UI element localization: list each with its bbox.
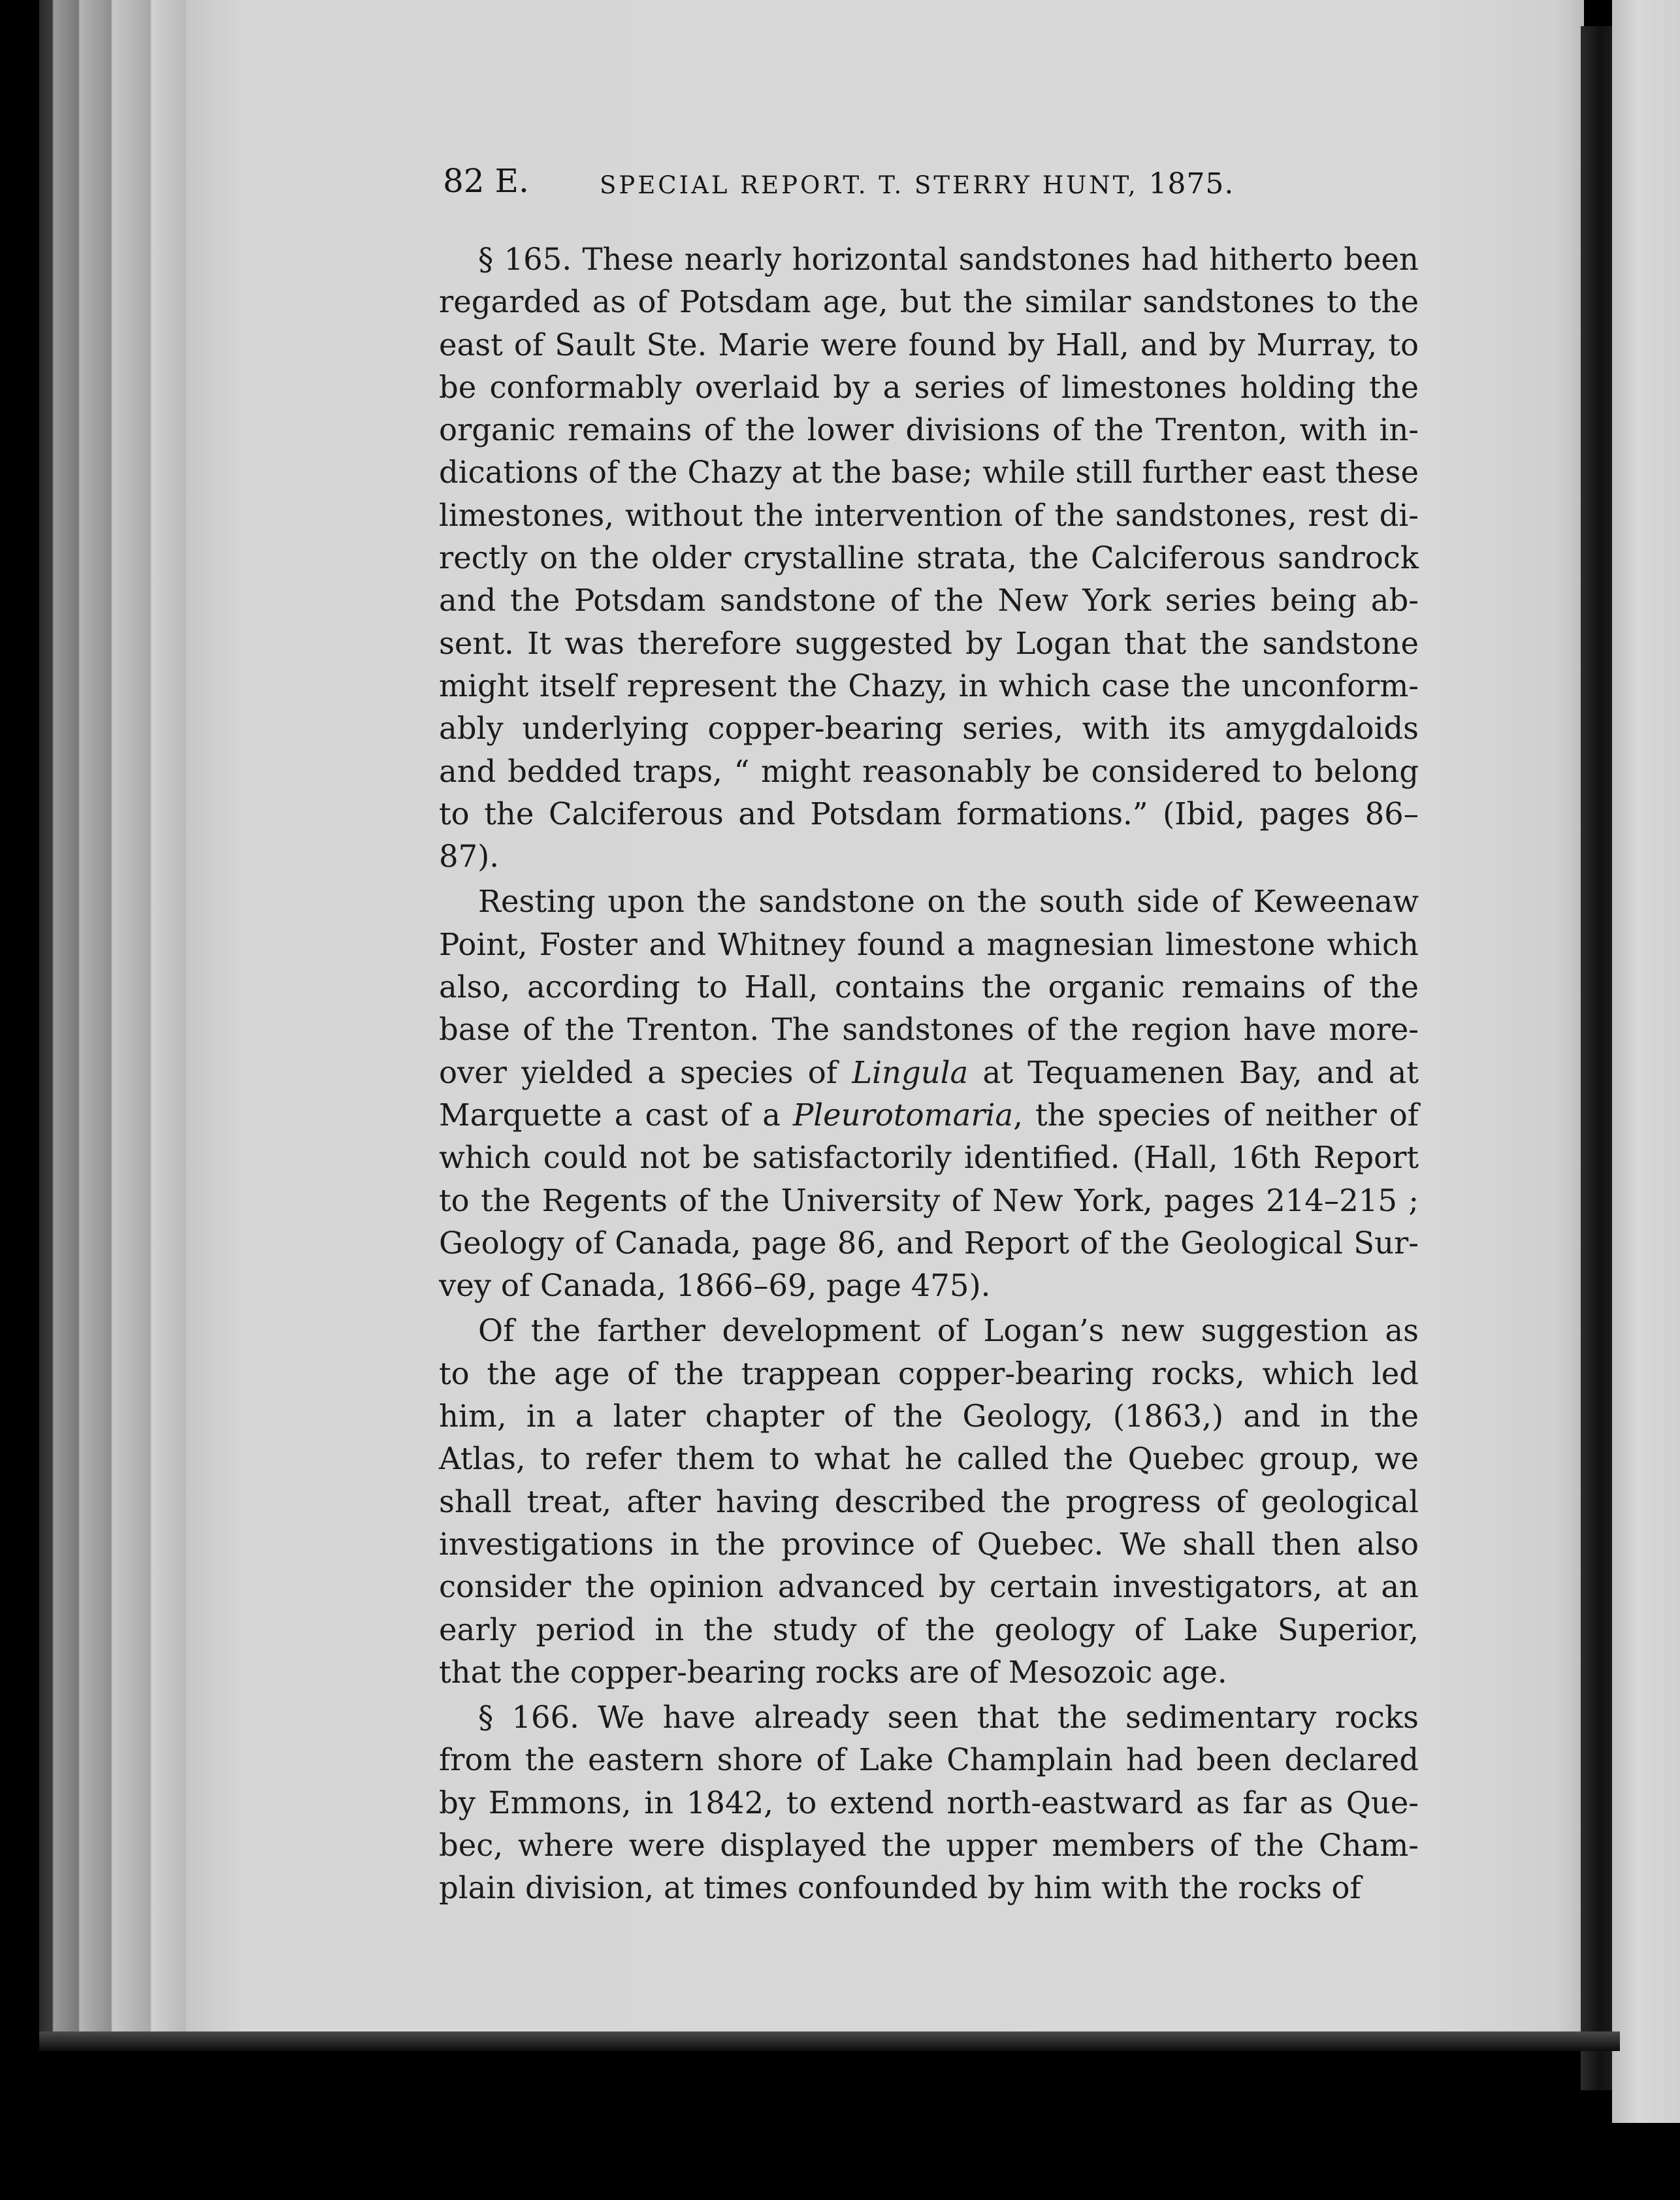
text-line: Marquette a cast of a Pleurotomaria, the species of neither of: [439, 1097, 1419, 1133]
text-line: to the Calciferous and Potsdam formations.” (Ibid, pages 86–: [439, 796, 1419, 832]
text-line: over yielded a species of Lingula at Tequamenen Bay, and at: [439, 1054, 1419, 1090]
text-line: dications of the Chazy at the base; while still further east these: [439, 455, 1419, 491]
text-line: might itself represent the Chazy, in which case the unconform-: [439, 668, 1419, 704]
text-line: consider the opinion advanced by certain investigators, at an: [439, 1569, 1419, 1605]
text-line: plain division, at times confounded by him with the rocks of: [439, 1870, 1361, 1906]
text-line: § 165. These nearly horizontal sandstones had hitherto been: [478, 242, 1419, 277]
text-line: by Emmons, in 1842, to extend north-eastward as far as Que-: [439, 1785, 1419, 1820]
text-line: shall treat, after having described the progress of geological: [439, 1483, 1419, 1519]
text-line: ably underlying copper-bearing series, with its amygdaloids: [439, 711, 1419, 747]
text-line: and bedded traps, “ might reasonably be considered to belong: [439, 753, 1419, 789]
text-line: Atlas, to refer them to what he called the Quebec group, we: [439, 1441, 1419, 1477]
text-line: investigations in the province of Quebec. We shall then also: [439, 1526, 1419, 1562]
text-line: Geology of Canada, page 86, and Report of the Geological Sur-: [439, 1225, 1419, 1261]
text-line: and the Potsdam sandstone of the New York series being ab-: [439, 583, 1419, 619]
text-line: from the eastern shore of Lake Champlain had been declared: [439, 1742, 1419, 1778]
text-line: him, in a later chapter of the Geology, (1863,) and in the: [439, 1399, 1419, 1434]
facing-page-edge: [1612, 0, 1680, 2123]
text-line: east of Sault Ste. Marie were found by Hall, and by Murray, to: [439, 327, 1419, 363]
text-line: organic remains of the lower divisions of the Trenton, with in-: [439, 412, 1419, 448]
text-line: be conformably overlaid by a series of limestones holding the: [439, 369, 1419, 405]
text-line: which could not be satisfactorily identified. (Hall, 16th Report: [439, 1140, 1419, 1176]
running-title-text: SPECIAL REPORT. T. STERRY HUNT,: [600, 171, 1139, 199]
text-line: early period in the study of the geology of Lake Superior,: [439, 1611, 1419, 1647]
running-title: [600, 167, 1234, 201]
text-line: limestones, without the intervention of the sandstones, rest di-: [439, 497, 1419, 533]
book-gutter: [1581, 26, 1612, 2090]
paragraph: [439, 1696, 1419, 1909]
page-block-edges: [39, 0, 189, 2045]
text-line: Resting upon the sandstone on the south side of Keweenaw: [478, 884, 1419, 920]
body-text: [439, 238, 1419, 1910]
running-head: [443, 162, 1292, 208]
text-line: regarded as of Potsdam age, but the similar sandstones to the: [439, 284, 1419, 320]
text-line: base of the Trenton. The sandstones of the region have more-: [439, 1012, 1419, 1048]
text-line: that the copper-bearing rocks are of Mesozoic age.: [439, 1654, 1227, 1690]
running-title-year: 1875.: [1148, 167, 1235, 201]
text-line: § 166. We have already seen that the sedimentary rocks: [478, 1700, 1419, 1736]
text-line: rectly on the older crystalline strata, the Calciferous sandrock: [439, 540, 1419, 576]
text-line: to the age of the trappean copper-bearing rocks, which led: [439, 1355, 1419, 1391]
page-folio: 82 E.: [443, 162, 529, 200]
text-line: Point, Foster and Whitney found a magnesian limestone which: [439, 926, 1419, 962]
text-line: Of the farther development of Logan’s new suggestion as: [478, 1313, 1419, 1349]
paragraph: [439, 881, 1419, 1307]
text-line: 87).: [439, 839, 500, 875]
text-line: bec, where were displayed the upper members of the Cham-: [439, 1827, 1419, 1863]
text-line: sent. It was therefore suggested by Logan that the sandstone: [439, 625, 1419, 661]
paragraph: [439, 1310, 1419, 1694]
text-line: vey of Canada, 1866–69, page 475).: [439, 1268, 991, 1304]
text-line: also, according to Hall, contains the organic remains of the: [439, 969, 1419, 1005]
paragraph: [439, 238, 1419, 878]
page-bottom-shadow: [39, 2031, 1620, 2051]
text-line: to the Regents of the University of New York, pages 214–215 ;: [439, 1182, 1419, 1218]
